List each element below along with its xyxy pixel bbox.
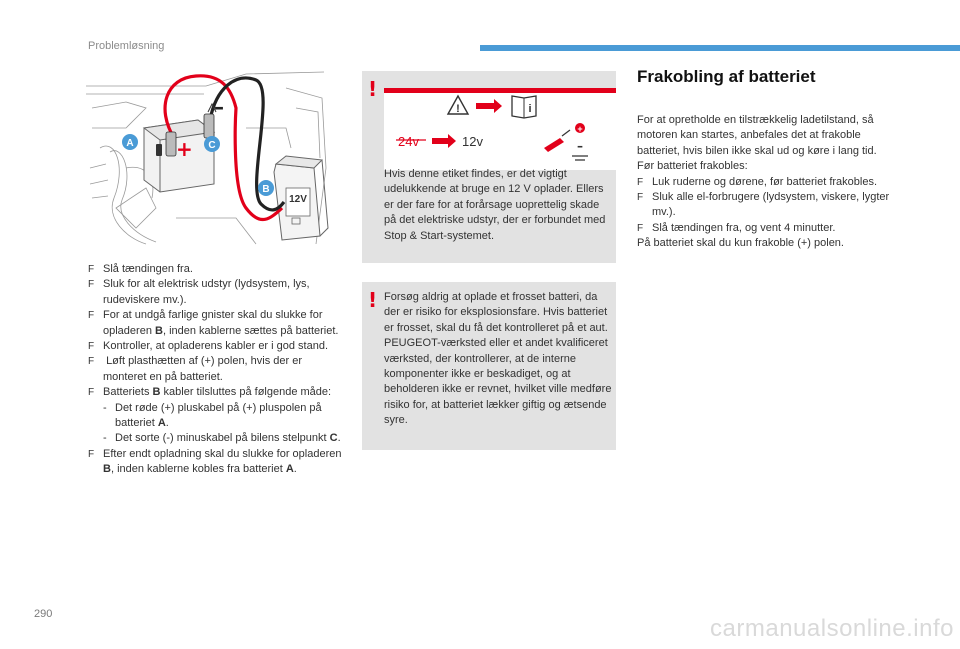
section-title: Problemløsning — [88, 40, 165, 52]
list-item — [637, 175, 897, 190]
minus-sign: – — [214, 95, 224, 119]
list-item — [88, 354, 348, 385]
list-item — [88, 277, 348, 308]
label-image-svg — [384, 88, 616, 170]
manual-book-icon — [512, 96, 536, 118]
charging-steps — [88, 262, 348, 478]
step-text: Batteriets — [103, 386, 153, 399]
warning-triangle-mark: ! — [456, 103, 460, 115]
warning-icon: ! — [368, 288, 378, 312]
list-item — [88, 339, 348, 354]
intro-paragraph: For at opretholde en tilstrækkelig ladetilstand, så motoren kan startes, anbefales det at frakoble batteriet, hvis bilen ikke skal ud og køre i lang tid. — [637, 114, 877, 157]
substep-text: . — [165, 417, 169, 430]
page-number: 290 — [34, 608, 53, 620]
marker-a — [122, 134, 138, 150]
step-ref: A — [285, 463, 294, 476]
charger-voltage: 12V — [289, 194, 307, 205]
list-item — [637, 190, 897, 221]
list-item — [88, 308, 348, 339]
disconnect-section — [637, 67, 897, 252]
bullet-icon: F — [88, 448, 95, 460]
manual-info-mark: i — [528, 103, 532, 115]
bullet-icon: F — [88, 356, 95, 368]
label-image — [384, 88, 616, 170]
bullet-icon: F — [88, 341, 95, 353]
arrow-right-icon — [432, 134, 456, 148]
closing-paragraph: På batteriet skal du kun frakoble (+) polen. — [637, 237, 844, 250]
ground-icon — [572, 156, 588, 160]
marker-b-label: B — [262, 184, 270, 195]
step-text: , inden kablerne sættes på batteriet. — [162, 324, 339, 337]
marker-b — [258, 180, 274, 196]
step-ref: B — [103, 463, 111, 476]
bullet-icon: F — [88, 387, 95, 399]
plus-sign: + — [176, 137, 193, 161]
step-ref: B — [152, 386, 161, 399]
charging-steps-list — [88, 262, 348, 401]
charging-steps-list-end — [88, 447, 348, 478]
step-ref: B — [155, 324, 163, 337]
label-plus-sign: + — [577, 124, 583, 134]
battery-charging-illustration — [86, 68, 330, 246]
marker-c-label: C — [208, 140, 216, 151]
step-text: Kontroller, at opladerens kabler er i god stand. — [103, 340, 329, 353]
list-item — [88, 385, 348, 400]
step-text: Luk ruderne og dørene, før batteriet frakobles. — [652, 175, 878, 188]
substep-text: Det sorte (-) minuskabel på bilens stelpunkt — [115, 432, 330, 445]
label-minus-sign: – — [577, 139, 583, 153]
before-heading: Før batteriet frakobles: — [637, 160, 748, 173]
bullet-icon: F — [637, 176, 644, 188]
list-item — [88, 262, 348, 277]
illustration-svg — [86, 68, 330, 246]
step-text: , inden kablerne kobles fra batteriet — [110, 463, 286, 476]
step-text: Slå tændingen fra, og vent 4 minutter. — [652, 221, 836, 234]
watermark: carmanualsonline.info — [710, 615, 954, 642]
voltage-24v: 24v — [398, 134, 419, 149]
marker-a-label: A — [126, 138, 134, 149]
step-text: Sluk alle el-forbrugere (lydsystem, viskere, lygter mv.). — [652, 191, 890, 219]
dash-symbol: - — [103, 401, 107, 414]
substep-text: Det røde (+) pluskabel på (+) pluspolen på batteriet — [115, 401, 322, 430]
disconnect-steps-list — [637, 175, 897, 237]
step-text: Sluk for alt elektrisk udstyr (lydsystem, lys, rudeviskere mv.). — [103, 278, 310, 306]
bullet-icon: F — [88, 264, 95, 275]
substep-item — [88, 431, 348, 446]
substep-text: . — [337, 432, 341, 445]
step-text: For at undgå farlige gnister skal du slukke for opladeren — [103, 309, 323, 337]
substep-ref: C — [329, 432, 338, 445]
substep-item — [88, 401, 348, 432]
warning-icon: ! — [368, 77, 378, 101]
warning-box-frozen-battery — [362, 282, 616, 450]
bullet-icon: F — [88, 310, 95, 322]
list-item — [637, 221, 897, 236]
header-accent-bar — [480, 45, 960, 51]
bullet-icon: F — [88, 279, 95, 291]
substep-ref: A — [157, 417, 166, 430]
warning-box-2-text: Forsøg aldrig at oplade et frosset batteri, da der er risiko for eksplosionsfare. Hvis batteriet er frosset, skal du få det kontrolleret på et aut. PEUGEOT-værksted eller et andet kvalificeret værksted, der kontrollerer, at de interne komponenter ikke er beskadiget, og at beholderen ikke er revnet, hvilket ville medføre risiko for, at batteriet lækker giftig og ætsende syre. — [384, 291, 612, 427]
voltage-12v: 12v — [462, 134, 483, 149]
bullet-icon: F — [637, 222, 644, 234]
bullet-icon: F — [637, 192, 644, 204]
step-text: Efter endt opladning skal du slukke for opladeren — [103, 447, 342, 460]
marker-c — [204, 136, 220, 152]
list-item — [88, 447, 348, 478]
warning-box-1-text: Hvis denne etiket findes, er det vigtigt udelukkende at bruge en 12 V oplader. Ellers er der fare for at forårsage uoprettelig skade på det elektriske udstyr, der er forbundet med Stop & Start-systemet. — [384, 168, 606, 242]
step-text: . — [293, 463, 297, 476]
step-text: Slå tændingen fra. — [103, 263, 193, 275]
section-heading: Frakobling af batteriet — [637, 67, 816, 86]
step-text: Løft plasthætten af (+) polen, hvis der er monteret en på batteriet. — [103, 355, 306, 383]
dash-symbol: - — [103, 432, 107, 445]
arrow-right-icon — [476, 99, 502, 113]
step-text: kabler tilsluttes på følgende måde: — [160, 386, 332, 399]
warning-box-12v-label — [362, 71, 616, 263]
